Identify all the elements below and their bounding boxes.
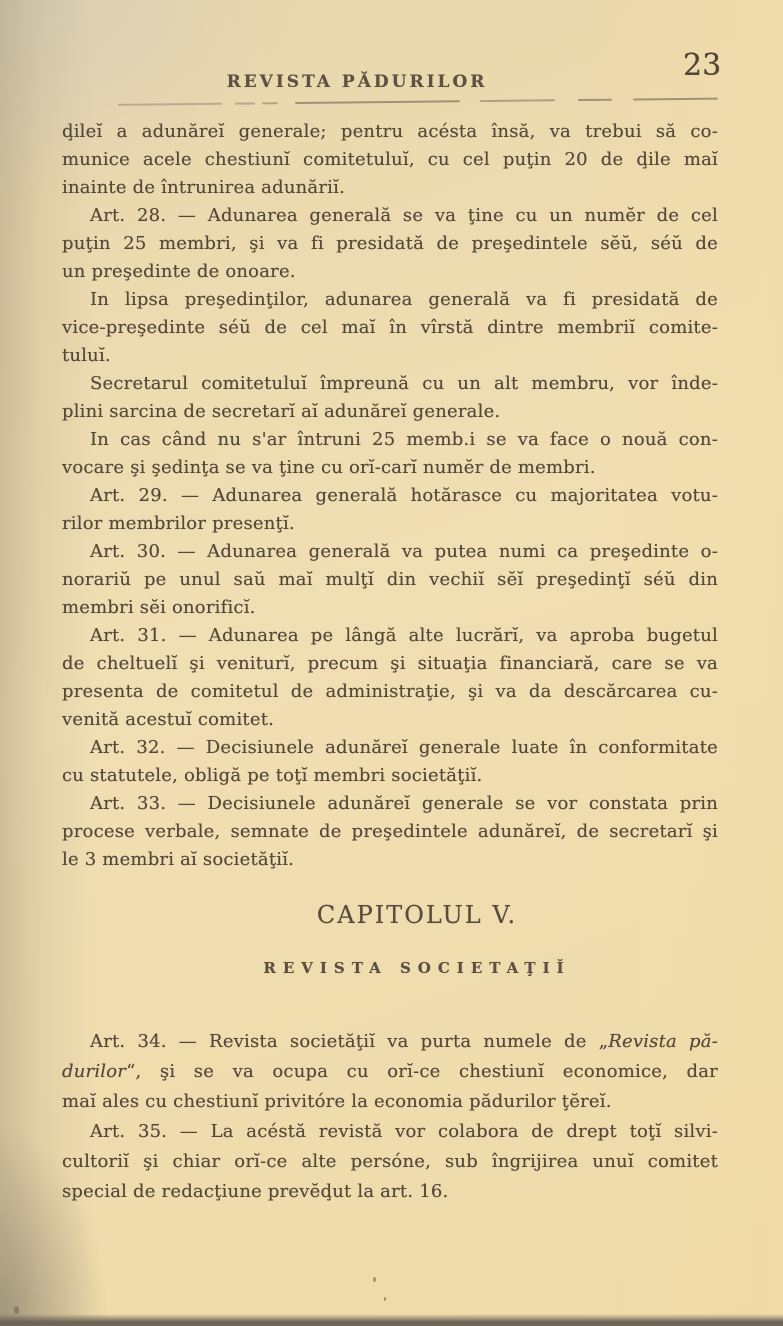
header-rule bbox=[62, 98, 722, 109]
text-line: Art. 30. — Adunarea generală va putea numi ca preşedinte o- bbox=[90, 541, 718, 562]
text-line: maĭ ales cu chestiunĭ privitóre la economia pădurilor ţĕreĭ. bbox=[62, 1091, 612, 1112]
text-line: Art. 29. — Adunarea generală hotărasce cu majoritatea votu- bbox=[90, 485, 718, 506]
section-heading: REVISTA SOCIETAŢIĬ bbox=[263, 959, 571, 977]
text-line: In cas când nu s'ar întruni 25 memb.i se va face o nouă con- bbox=[90, 429, 718, 450]
rule-dash bbox=[118, 103, 222, 106]
text-line: Art. 33. — Decisiunele adunăreĭ generale se vor constata prin bbox=[90, 793, 718, 814]
running-head-title: REVISTA PĂDURILOR bbox=[226, 72, 488, 92]
text-line: cultoriĭ şi chiar orĭ-ce alte persóne, sub îngrijirea unuĭ comitet bbox=[62, 1151, 718, 1172]
text-line: Art. 31. — Adunarea pe lângă alte lucrărĭ, va aproba bugetul bbox=[90, 625, 718, 646]
text-line bbox=[62, 1027, 718, 1057]
rule-dash bbox=[262, 102, 278, 104]
text-line: munice acele chestiunĭ comitetuluĭ, cu cel puţin 20 de ḑile maĭ bbox=[62, 149, 718, 170]
text-line: Art. 28. — Adunarea generală se va ţine cu un numĕr de cel bbox=[90, 205, 718, 226]
rule-dash bbox=[578, 99, 612, 101]
text-line: membri sĕi onorificĭ. bbox=[62, 597, 256, 618]
text-line bbox=[62, 1057, 718, 1087]
text-line: In lipsa preşedinţilor, adunarea generală va fi presidată de bbox=[90, 289, 718, 310]
text-line: procese verbale, semnate de preşedintele adunăreĭ, de secretarĭ şi bbox=[62, 821, 718, 842]
text-line: venită acestuĭ comitet. bbox=[62, 709, 275, 730]
rule-dash bbox=[633, 98, 718, 101]
scan-speck bbox=[384, 1297, 386, 1301]
text-line: rilor membrilor presenţĭ. bbox=[62, 513, 295, 534]
text-line: plini sarcina de secretarĭ aĭ adunăreĭ generale. bbox=[62, 401, 501, 422]
text-line: inainte de întrunirea adunăriĭ. bbox=[62, 177, 345, 198]
text-line: norariŭ pe unul saŭ maĭ mulţĭ din vechiĭ sĕĭ preşedinţĭ séŭ din bbox=[62, 569, 718, 590]
scan-speck bbox=[14, 1306, 19, 1314]
text-line: puţin 25 membri, şi va fi presidată de preşedintele sĕŭ, séŭ de bbox=[62, 233, 718, 254]
text-segment: Art. 34. — Revista societăţiĭ va purta numele de „ bbox=[90, 1031, 609, 1052]
rule-dash bbox=[480, 99, 555, 102]
text-line: ḑileĭ a adunăreĭ generale; pentru acésta însă, va trebui să co- bbox=[62, 121, 718, 142]
text-segment: “, şi se va ocupa cu orĭ-ce chestiunĭ economice, dar bbox=[126, 1061, 718, 1082]
rule-dash bbox=[295, 100, 460, 104]
text-line: de cheltuelĭ şi veniturĭ, precum şi situaţia financiară, care se va bbox=[62, 653, 718, 674]
text-line: un preşedinte de onoare. bbox=[62, 261, 296, 282]
body-text-block bbox=[62, 118, 718, 874]
italic-journal-name: durilor bbox=[62, 1061, 127, 1082]
text-line: vocare şi şedinţa se va ţine cu orĭ-carĭ numĕr de membri. bbox=[62, 457, 596, 478]
text-line: Art. 32. — Decisiunele adunăreĭ generale luate în conformitate bbox=[90, 737, 718, 758]
text-line: special de redacţiune prevĕḑut la art. 16. bbox=[62, 1181, 449, 1202]
text-line: presenta de comitetul de administraţie, şi va da descărcarea cu- bbox=[62, 681, 718, 702]
text-line: le 3 membri aĭ societăţiĭ. bbox=[62, 849, 295, 870]
page-number: 23 bbox=[683, 48, 722, 83]
scan-speck bbox=[373, 1277, 376, 1282]
italic-journal-name: Revista pă- bbox=[608, 1031, 718, 1052]
text-line: tuluĭ. bbox=[62, 345, 111, 366]
section-text-block bbox=[62, 1027, 718, 1207]
text-line: vice-preşedinte séŭ de cel maĭ în vîrstă dintre membriĭ comite- bbox=[62, 317, 718, 338]
text-line: Secretarul comitetuluĭ împreună cu un alt membru, vor înde- bbox=[90, 373, 718, 394]
text-line: cu statutele, obligă pe toţĭ membri societăţiĭ. bbox=[62, 765, 483, 786]
text-line: Art. 35. — La acéstă revistă vor colabora de drept toţĭ silvi- bbox=[90, 1121, 718, 1142]
chapter-heading: CAPITOLUL V. bbox=[316, 901, 518, 929]
rule-dash bbox=[235, 102, 255, 104]
